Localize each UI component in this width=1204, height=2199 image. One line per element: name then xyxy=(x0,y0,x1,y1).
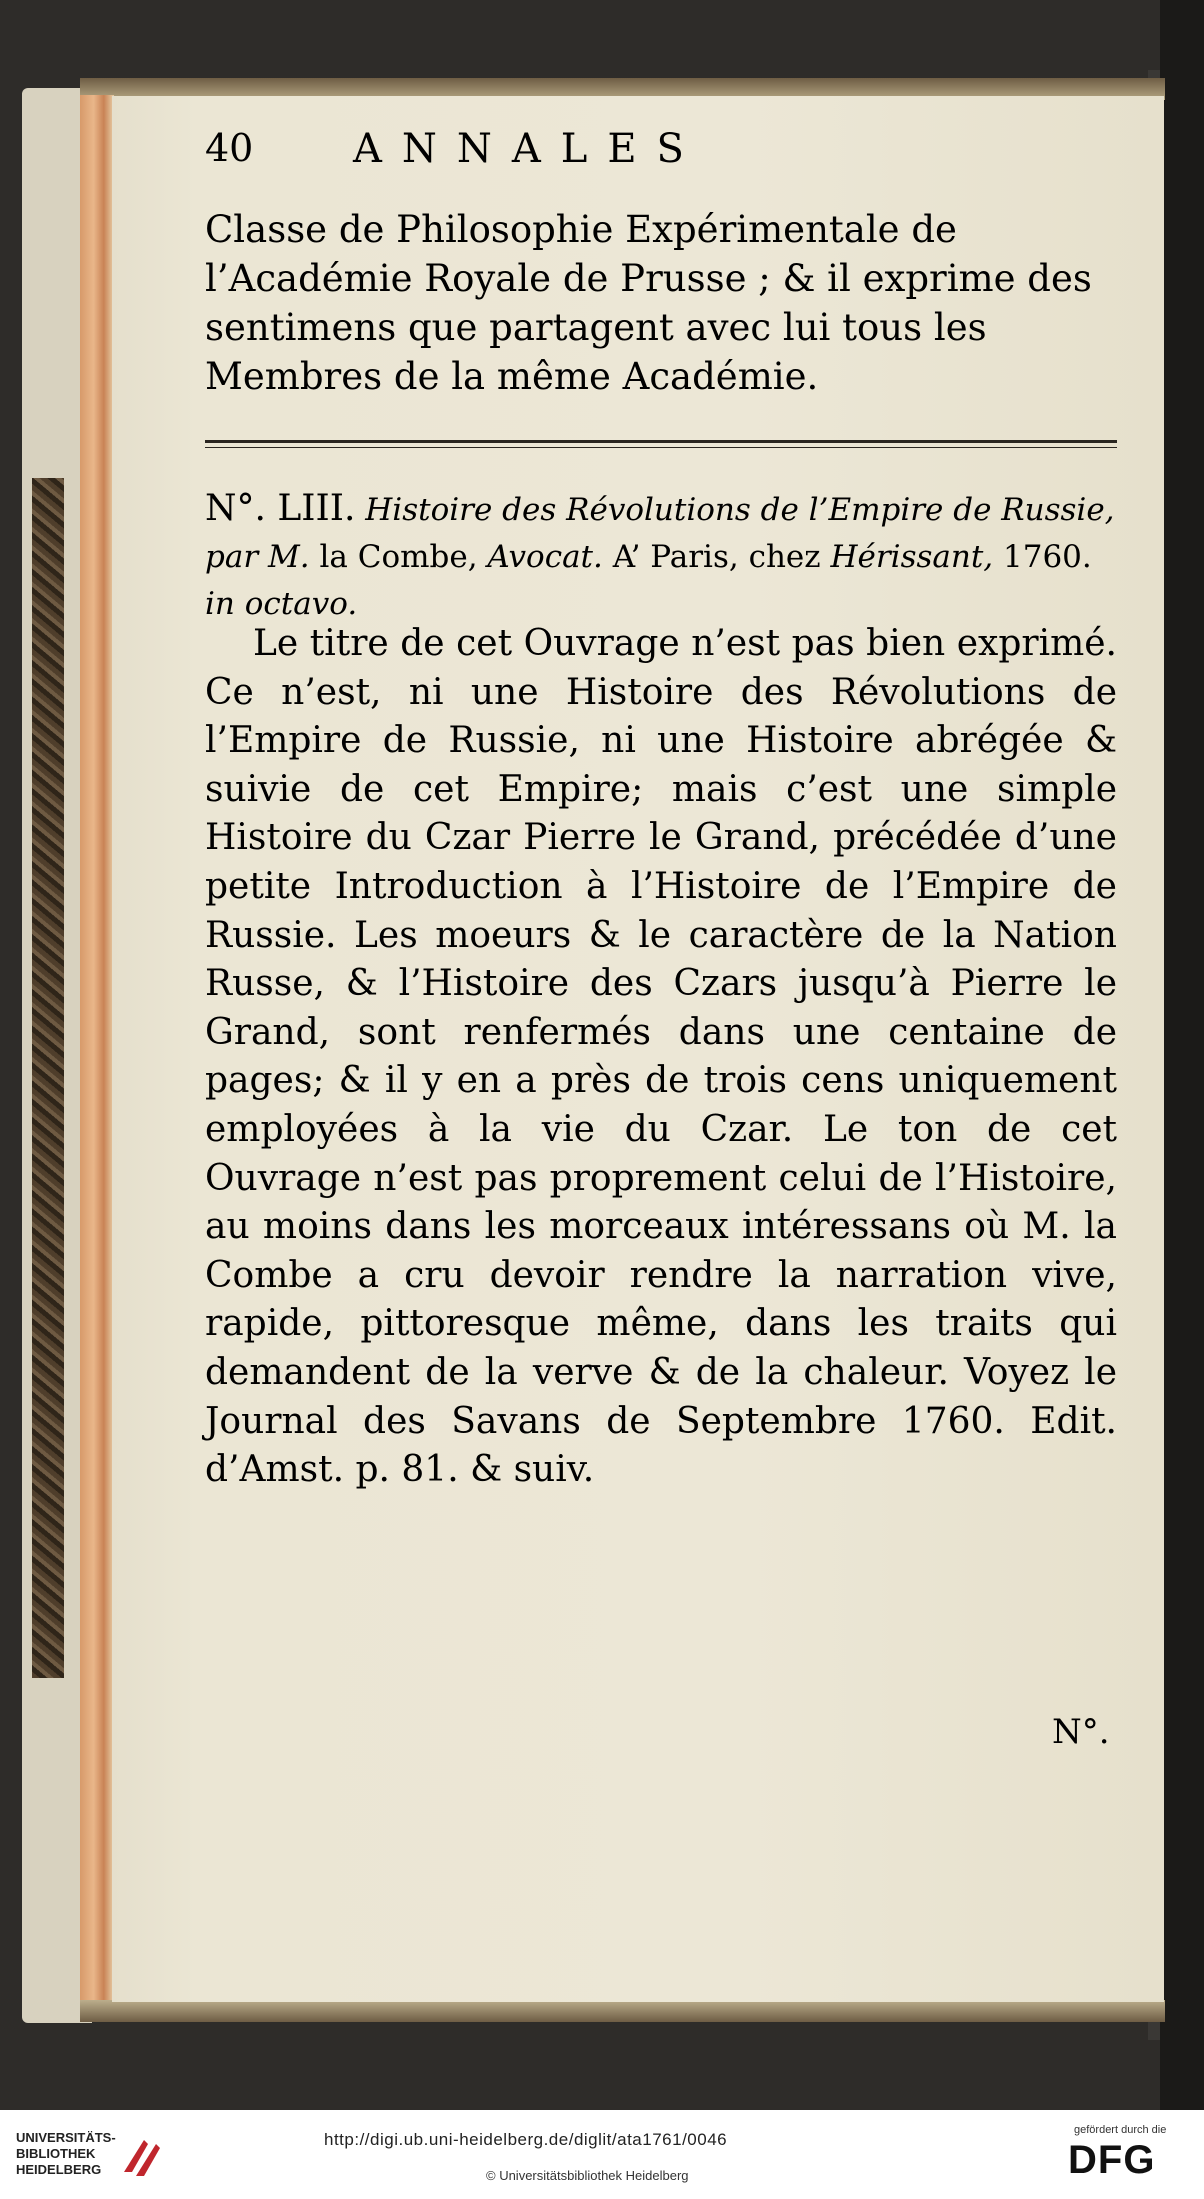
red-page-edges xyxy=(80,95,114,2000)
page-header xyxy=(205,126,905,186)
review-body xyxy=(205,620,1117,1495)
page-number: 40 xyxy=(205,126,254,170)
entry-publisher: Hérissant, xyxy=(830,539,994,575)
entry-number: N°. LIII. xyxy=(205,488,356,529)
library-name-line1: UNIVERSITÄTS- xyxy=(16,2130,116,2145)
entry-title: Histoire des Révolutions de l’Empire de Russie, par M. xyxy=(205,492,1115,575)
copyright-notice: © Universitätsbibliothek Heidelberg xyxy=(486,2168,689,2183)
entry-publisher-prefix: chez xyxy=(748,539,821,575)
page-bottom-edge xyxy=(80,2000,1165,2022)
entry-year: 1760. xyxy=(1003,539,1092,575)
library-logo-icon[interactable] xyxy=(118,2132,170,2184)
running-head: ANNALES xyxy=(353,126,704,172)
entry-place: A’ Paris, xyxy=(612,539,739,575)
opening-paragraph: Classe de Philosophie Expérimentale de l’Académie Royale de Prusse ; & il exprime des sentimens que partagent avec lui tous les Membres de la même Académie. xyxy=(205,208,1092,398)
entry-role: Avocat. xyxy=(487,539,603,575)
entry-format: in octavo. xyxy=(205,586,358,622)
dfg-logo[interactable]: DFG xyxy=(1068,2138,1156,2182)
book-cover-right xyxy=(1160,0,1204,2110)
permalink-url[interactable]: http://digi.ub.uni-heidelberg.de/diglit/ata1761/0046 xyxy=(324,2130,728,2149)
library-logo-text[interactable] xyxy=(16,2130,116,2178)
funding-label: gefördert durch die xyxy=(1074,2124,1167,2136)
book-entry xyxy=(205,485,1117,628)
library-name-line2: BIBLIOTHEK xyxy=(16,2146,96,2161)
review-paragraph: Le titre de cet Ouvrage n’est pas bien exprimé. Ce n’est, ni une Histoire des Révolutions de l’Empire de Russie, ni une Histoire abrégée & suivie de cet Empire; mais c’est une simple Histoire du Czar Pierre le Grand, précédée d’une petite Introduction à l’Histoire de l’Empire de Russie. Les moeurs & le caractère de la Nation Russe, & l’Histoire des Czars jusqu’à Pierre le Grand, sont renfermés dans une centaine de pages; & il y en a près de trois cens uniquement employées à la vie du Czar. Le ton de cet Ouvrage n’est pas proprement celui de l’Histoire, au moins dans les morceaux intéressans où M. la Combe a cru devoir rendre la narration vive, rapide, pittoresque même, dans les traits qui demandent de la verve & de la chaleur. Voyez le Journal des Savans de Septembre 1760. Edit. d’Amst. p. 81. & suiv. xyxy=(205,623,1117,1491)
entry-author: la Combe, xyxy=(319,539,478,575)
marbled-paper xyxy=(32,478,64,1678)
library-name-line3: HEIDELBERG xyxy=(16,2162,102,2177)
section-rule xyxy=(205,440,1117,443)
footer-bar xyxy=(0,2110,1204,2199)
section-rule-thin xyxy=(205,447,1117,448)
catchword: N°. xyxy=(1052,1712,1110,1752)
